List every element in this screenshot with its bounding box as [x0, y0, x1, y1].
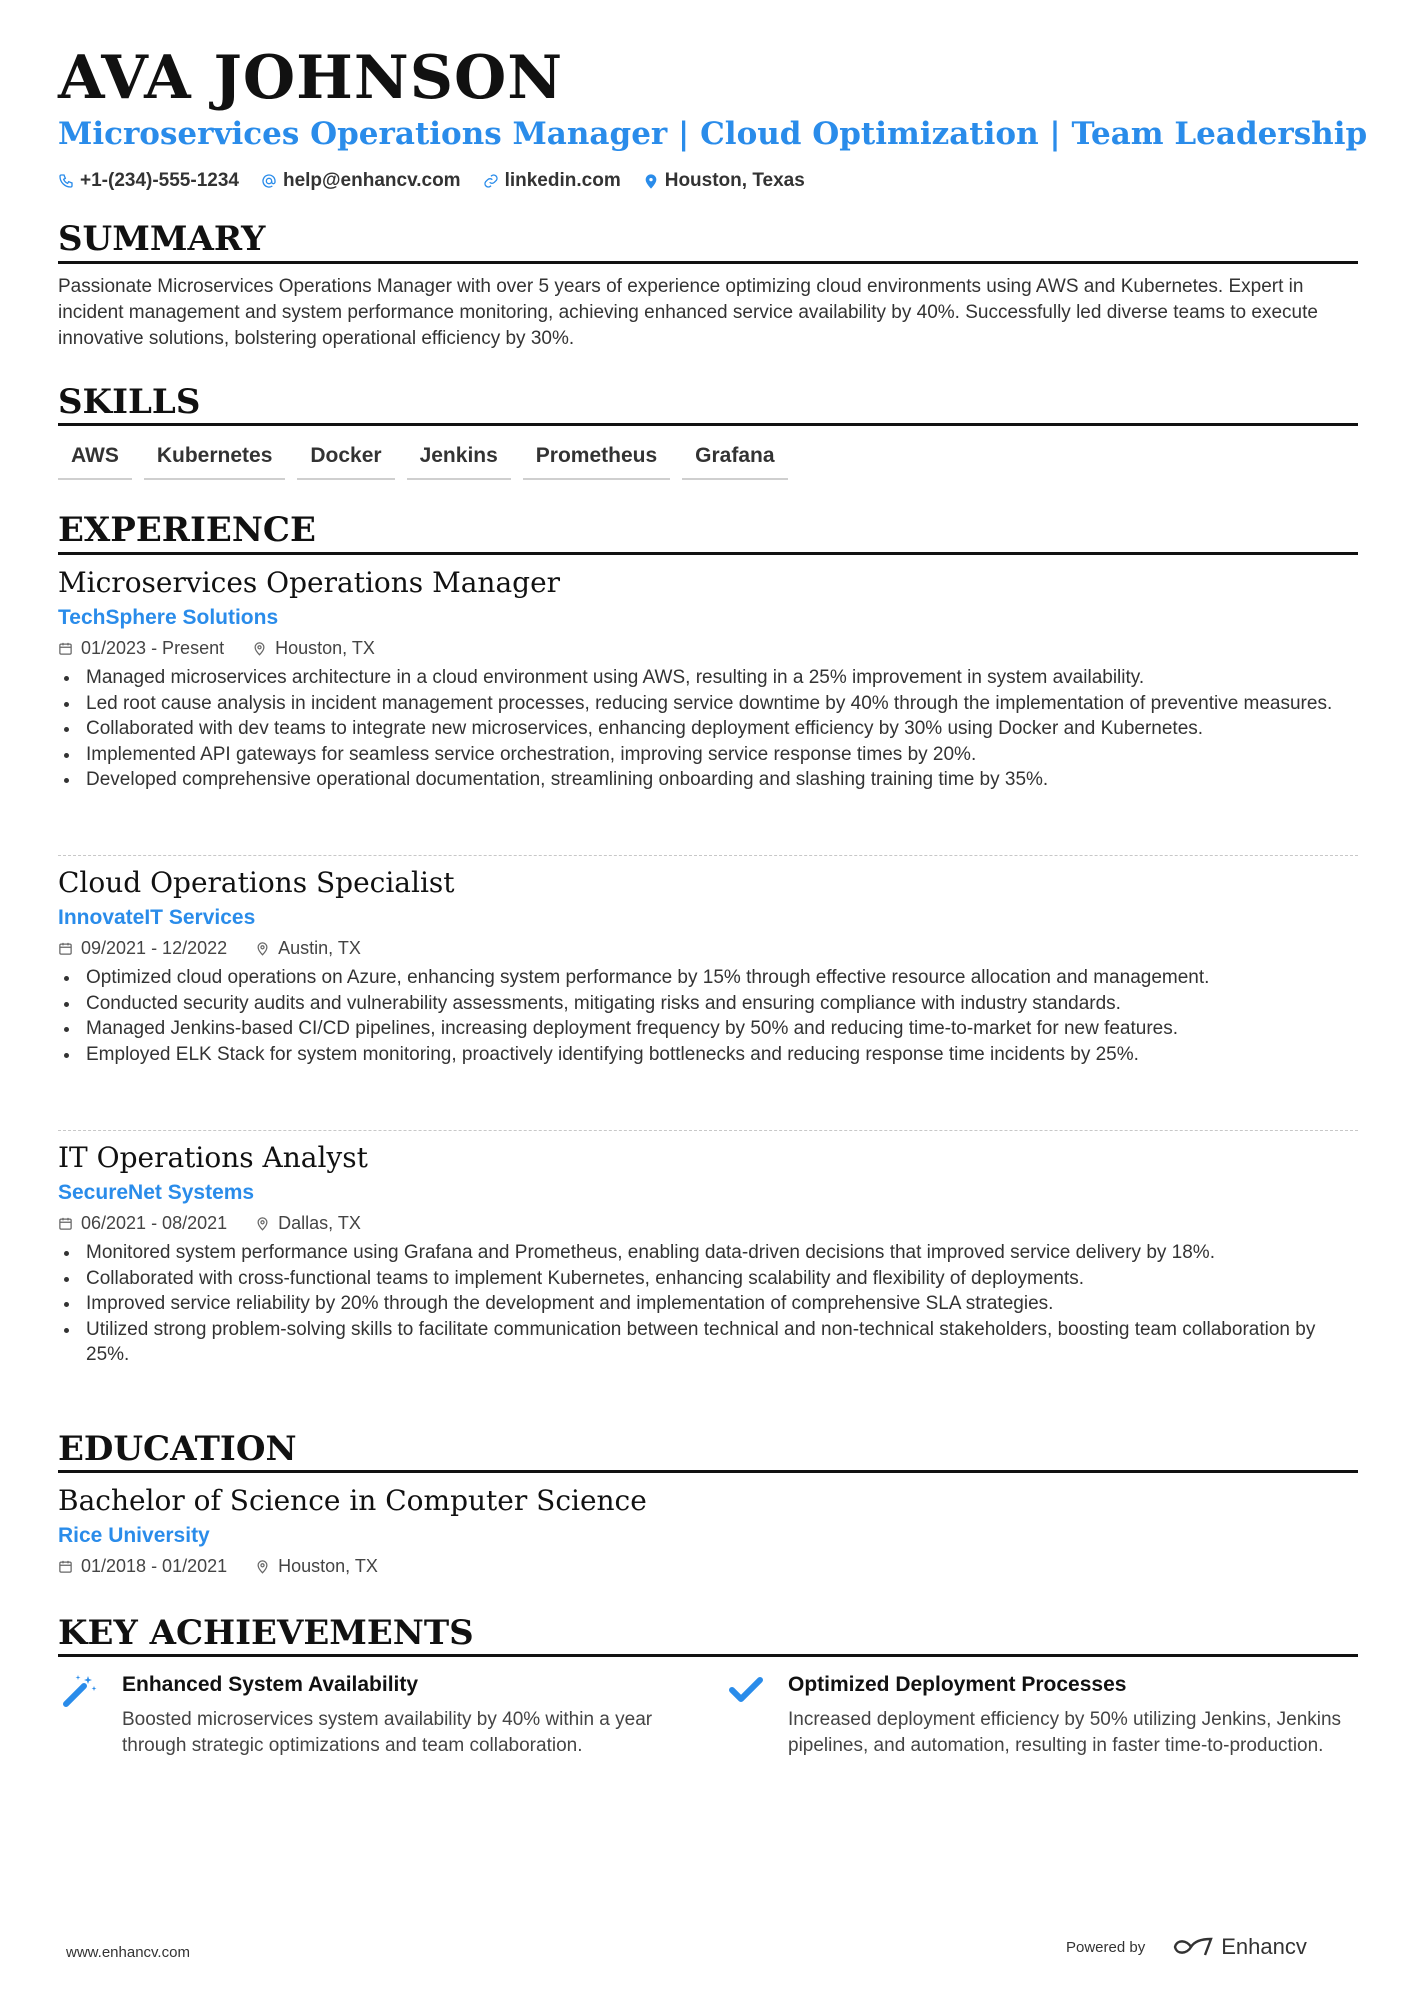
bullet-item: Utilized strong problem-solving skills to facilitate communication between technical and non-technical stakeholders, boosting team collaboration by 25%.: [58, 1317, 1358, 1368]
job-meta: [58, 938, 1358, 960]
bullet-item: Collaborated with cross-functional teams to implement Kubernetes, enhancing scalability and flexibility of deployments.: [58, 1266, 1358, 1292]
bullet-item: Improved service reliability by 20% through the development and implementation of comprehensive SLA strategies.: [58, 1291, 1358, 1317]
skill-tag: AWS: [58, 440, 132, 480]
location-pin-icon: [255, 941, 270, 956]
job-location-text: Dallas, TX: [278, 1212, 361, 1233]
job-bullets: [58, 1240, 1358, 1368]
job-dates-text: 01/2023 - Present: [81, 637, 225, 658]
job-dates-text: 09/2021 - 12/2022: [81, 937, 228, 958]
achievement-title: Optimized Deployment Processes: [788, 1673, 1127, 1696]
magic-wand-icon: [62, 1672, 98, 1708]
bullet-item: Led root cause analysis in incident management processes, reducing service downtime by 40% through the implementation of preventive measures.: [58, 691, 1358, 717]
achievement-item: [62, 1672, 662, 1759]
education-location: [255, 1556, 378, 1578]
skill-tag: Docker: [297, 440, 394, 480]
skill-tag: Jenkins: [407, 440, 511, 480]
section-title-achievements: KEY ACHIEVEMENTS: [58, 1613, 474, 1653]
job-location-text: Austin, TX: [278, 937, 361, 958]
brand-logo[interactable]: [1171, 1934, 1307, 1960]
education-meta: [58, 1556, 1358, 1578]
headline: Microservices Operations Manager | Cloud Optimization | Team Leadership: [58, 116, 1368, 152]
section-title-skills: SKILLS: [58, 382, 201, 422]
job-title: Microservices Operations Manager: [58, 566, 561, 599]
calendar-icon: [58, 1216, 73, 1231]
job-location: [252, 638, 375, 660]
contact-email-text: help@enhancv.com: [282, 170, 461, 191]
section-divider: [58, 1470, 1358, 1473]
contact-linkedin[interactable]: [483, 170, 621, 192]
bullet-item: Managed microservices architecture in a cloud environment using AWS, resulting in a 25% improvement in system availability.: [58, 665, 1358, 691]
education-entry: [58, 1484, 1358, 1577]
skill-tag: Prometheus: [523, 440, 670, 480]
job-location-text: Houston, TX: [275, 637, 375, 658]
calendar-icon: [58, 941, 73, 956]
education-location-text: Houston, TX: [278, 1555, 378, 1576]
contact-location: [643, 170, 805, 192]
section-divider: [58, 1654, 1358, 1657]
job-bullets: [58, 965, 1358, 1067]
skill-tag: Kubernetes: [144, 440, 286, 480]
bullet-item: Collaborated with dev teams to integrate new microservices, enhancing deployment efficiency by 30% using Docker and Kubernetes.: [58, 716, 1358, 742]
footer-website[interactable]: www.enhancv.com: [66, 1944, 190, 1961]
summary-text: Passionate Microservices Operations Manager with over 5 years of experience optimizing cloud environments using AWS and Kubernetes. Expert in incident management and system performance monitoring, achieving enhanced service availability by 40%. Successfully led diverse teams to execute innovative solutions, bolstering operational efficiency by 30%.: [58, 276, 1318, 349]
entry-divider: [58, 1130, 1358, 1131]
contact-phone[interactable]: [58, 170, 239, 192]
job-meta: [58, 1213, 1358, 1235]
location-pin-icon: [255, 1216, 270, 1231]
bullet-item: Implemented API gateways for seamless service orchestration, improving service response times by 20%.: [58, 742, 1358, 768]
job-meta: [58, 638, 1358, 660]
achievement-item: [728, 1672, 1342, 1759]
job-location: [255, 938, 361, 960]
entry-divider: [58, 855, 1358, 856]
education-dates: [58, 1556, 227, 1578]
contact-phone-text: +1-(234)-555-1234: [80, 170, 239, 191]
checkmark-icon: [728, 1672, 764, 1708]
achievement-desc: Boosted microservices system availability by 40% within a year through strategic optimizations and team collaboration.: [122, 1709, 653, 1757]
company-name[interactable]: SecureNet Systems: [58, 1180, 255, 1204]
section-divider: [58, 552, 1358, 555]
job-title: Cloud Operations Specialist: [58, 866, 455, 899]
experience-entry: [58, 1141, 1358, 1368]
calendar-icon: [58, 641, 73, 656]
location-pin-icon: [255, 1559, 270, 1574]
bullet-item: Monitored system performance using Grafana and Prometheus, enabling data-driven decisions that improved service delivery by 18%.: [58, 1240, 1358, 1266]
achievement-title: Enhanced System Availability: [122, 1673, 419, 1696]
experience-entry: [58, 566, 1358, 793]
company-name[interactable]: TechSphere Solutions: [58, 605, 279, 629]
section-title-experience: EXPERIENCE: [58, 510, 316, 550]
job-dates-text: 06/2021 - 08/2021: [81, 1212, 228, 1233]
calendar-icon: [58, 1559, 73, 1574]
contact-linkedin-text: linkedin.com: [504, 170, 621, 191]
degree-title: Bachelor of Science in Computer Science: [58, 1484, 647, 1517]
bullet-item: Developed comprehensive operational documentation, streamlining onboarding and slashing training time by 35%.: [58, 767, 1358, 793]
company-name[interactable]: InnovateIT Services: [58, 905, 256, 929]
job-dates: [58, 938, 227, 960]
brand-name: Enhancv: [1221, 1934, 1307, 1959]
phone-icon: [58, 173, 74, 189]
job-dates: [58, 1213, 227, 1235]
bullet-item: Employed ELK Stack for system monitoring, proactively identifying bottlenecks and reducing response time incidents by 25%.: [58, 1042, 1358, 1068]
contact-location-text: Houston, Texas: [664, 170, 805, 191]
candidate-name: AVA JOHNSON: [58, 43, 564, 113]
footer-branding: [1066, 1934, 1307, 1960]
skill-tag: Grafana: [682, 440, 787, 480]
at-icon: [261, 173, 277, 189]
job-title: IT Operations Analyst: [58, 1141, 368, 1174]
education-dates-text: 01/2018 - 01/2021: [81, 1555, 228, 1576]
bullet-item: Optimized cloud operations on Azure, enhancing system performance by 15% through effective resource allocation and management.: [58, 965, 1358, 991]
school-name[interactable]: Rice University: [58, 1523, 210, 1547]
contact-email[interactable]: [261, 170, 461, 192]
section-divider: [58, 261, 1358, 264]
location-pin-icon: [252, 641, 267, 656]
powered-by-label: Powered by: [1066, 1938, 1146, 1956]
link-icon: [483, 173, 499, 189]
job-bullets: [58, 665, 1358, 793]
contact-bar: [58, 170, 827, 192]
bullet-item: Conducted security audits and vulnerability assessments, mitigating risks and ensuring compliance with industry standards.: [58, 991, 1358, 1017]
section-divider: [58, 423, 1358, 426]
experience-entry: [58, 866, 1358, 1067]
section-title-education: EDUCATION: [58, 1429, 297, 1469]
job-dates: [58, 638, 224, 660]
location-pin-icon: [643, 173, 659, 189]
section-title-summary: SUMMARY: [58, 219, 266, 259]
skills-list: [58, 440, 800, 480]
bullet-item: Managed Jenkins-based CI/CD pipelines, increasing deployment frequency by 50% and reducing time-to-market for new features.: [58, 1016, 1358, 1042]
job-location: [255, 1213, 361, 1235]
enhancv-logo-icon: [1171, 1935, 1215, 1959]
achievement-desc: Increased deployment efficiency by 50% utilizing Jenkins, Jenkins pipelines, and automation, resulting in faster time-to-production.: [788, 1709, 1342, 1757]
